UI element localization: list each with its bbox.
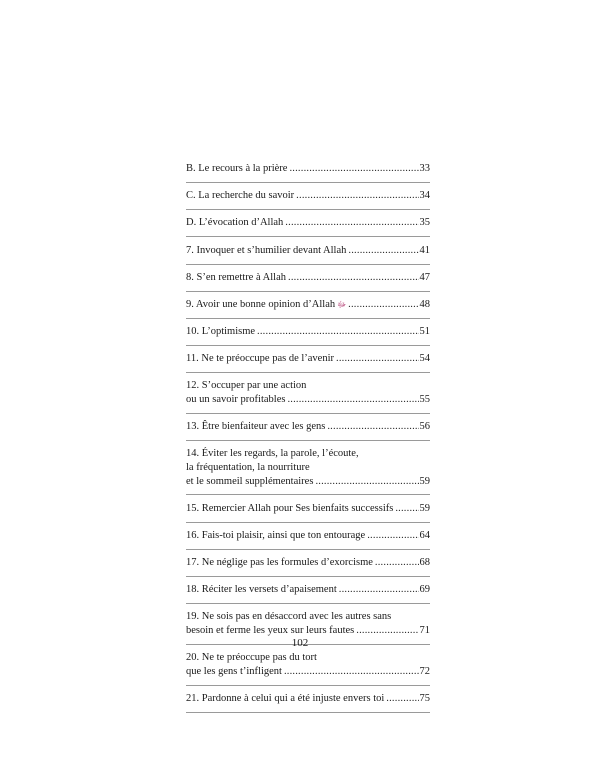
divider <box>186 440 430 441</box>
dot-leader <box>348 244 418 258</box>
divider <box>186 494 430 495</box>
toc-entry <box>186 325 430 339</box>
toc-entry-row <box>186 529 430 543</box>
toc-entry-row <box>186 162 430 176</box>
divider <box>186 236 430 237</box>
toc-entry-title: C. La recherche du savoir <box>186 190 295 202</box>
toc-entry-page: 71 <box>419 624 430 636</box>
toc-entry-page: 47 <box>419 271 430 283</box>
dot-leader <box>327 420 418 434</box>
divider <box>186 603 430 604</box>
divider <box>186 576 430 577</box>
dot-leader <box>296 189 418 203</box>
toc-entry-title: 10. L’optimisme <box>186 326 256 338</box>
toc-entry-title: 11. Ne te préoccupe pas de l’avenir <box>186 353 334 365</box>
toc-entry-row <box>186 502 430 516</box>
dot-leader <box>288 271 418 285</box>
dot-leader <box>257 325 418 339</box>
toc-entry-row <box>186 298 430 312</box>
toc-entry <box>186 556 430 570</box>
toc-entry <box>186 447 430 488</box>
toc-entry-line: 12. S’occuper par une action <box>186 380 307 392</box>
divider <box>186 372 430 373</box>
toc-entry <box>186 420 430 434</box>
dot-leader <box>336 352 419 366</box>
toc-entry-row <box>186 475 430 489</box>
toc-entry-page: 75 <box>419 692 430 704</box>
divider <box>186 209 430 210</box>
toc-entry-title: 15. Remercier Allah pour Ses bienfaits successifs <box>186 502 394 514</box>
toc-entry-line: la fréquentation, la nourriture <box>186 461 310 473</box>
toc-entry-line: 20. Ne te préoccupe pas du tort <box>186 652 317 664</box>
dot-leader <box>287 393 418 407</box>
toc-entry <box>186 379 430 406</box>
toc-entry-line: 19. Ne sois pas en désaccord avec les autres sans <box>186 611 392 623</box>
toc-entry-row <box>186 665 430 679</box>
toc-entry <box>186 189 430 203</box>
toc-entry-row <box>186 420 430 434</box>
page-number: 102 <box>291 637 309 649</box>
toc-entry-title: 21. Pardonne à celui qui a été injuste envers toi <box>186 692 385 704</box>
dot-leader <box>375 556 419 570</box>
toc-entry-row <box>186 692 430 706</box>
toc-entry-page: 41 <box>419 244 430 256</box>
toc-entry-title: et le sommeil supplémentaires <box>186 475 314 487</box>
toc-entry <box>186 162 430 176</box>
toc-entry-page: 69 <box>419 584 430 596</box>
toc-entry-page: 59 <box>419 475 430 487</box>
divider <box>186 549 430 550</box>
toc-entry-row <box>186 271 430 285</box>
table-of-contents <box>186 162 430 719</box>
toc-entry-title: 13. Être bienfaiteur avec les gens <box>186 421 326 433</box>
toc-entry <box>186 298 430 312</box>
toc-entry <box>186 651 430 678</box>
toc-entry-row <box>186 393 430 407</box>
toc-entry-title: que les gens t’infligent <box>186 665 282 677</box>
toc-entry-title: 7. Invoquer et s’humilier devant Allah <box>186 244 347 256</box>
toc-entry-page: 34 <box>419 190 430 202</box>
dot-leader <box>284 665 419 679</box>
toc-entry-line: 14. Éviter les regards, la parole, l’écoute, <box>186 448 359 460</box>
toc-entry-title: ou un savoir profitables <box>186 393 286 405</box>
toc-entry <box>186 529 430 543</box>
toc-entry-page: 48 <box>419 298 430 310</box>
toc-entry-row <box>186 325 430 339</box>
divider <box>186 522 430 523</box>
toc-entry <box>186 583 430 597</box>
toc-entry-row <box>186 244 430 258</box>
toc-entry <box>186 502 430 516</box>
dot-leader <box>395 502 418 516</box>
dot-leader <box>348 298 418 312</box>
toc-entry-page: 64 <box>419 529 430 541</box>
toc-entry-page: 35 <box>419 217 430 229</box>
dot-leader <box>339 583 419 597</box>
toc-entry-page: 56 <box>419 421 430 433</box>
toc-entry-title: besoin et ferme les yeux sur leurs fautes <box>186 624 355 636</box>
divider <box>186 413 430 414</box>
divider <box>186 182 430 183</box>
toc-entry-page: 33 <box>419 163 430 174</box>
toc-entry-title: 16. Fais-toi plaisir, ainsi que ton entourage <box>186 529 366 541</box>
toc-entry-title: 17. Ne néglige pas les formules d’exorcisme <box>186 557 373 569</box>
toc-entry <box>186 244 430 258</box>
dot-leader <box>289 162 418 176</box>
divider <box>186 291 430 292</box>
toc-entry-row <box>186 624 430 638</box>
dot-leader <box>285 216 418 230</box>
dot-leader <box>315 475 418 489</box>
divider <box>186 264 430 265</box>
toc-entry <box>186 352 430 366</box>
toc-entry-row <box>186 352 430 366</box>
toc-entry-title: D. L’évocation d’Allah <box>186 217 284 229</box>
dot-leader <box>356 624 418 638</box>
toc-entry-title: 8. S’en remettre à Allah <box>186 271 287 283</box>
toc-entry-page: 55 <box>419 393 430 405</box>
toc-entry-row <box>186 189 430 203</box>
toc-entry <box>186 610 430 637</box>
divider <box>186 345 430 346</box>
toc-entry-title: B. Le recours à la prière <box>186 163 288 174</box>
toc-entry-page: 51 <box>419 326 430 338</box>
divider <box>186 685 430 686</box>
honorific-glyph: ﷻ <box>337 299 347 309</box>
toc-entry-title: 18. Réciter les versets d’apaisement <box>186 584 337 596</box>
toc-entry-row <box>186 216 430 230</box>
toc-entry-row <box>186 556 430 570</box>
toc-entry-title: 9. Avoir une bonne opinion d’Allah <box>186 298 336 310</box>
toc-entry-page: 72 <box>419 665 430 677</box>
toc-entry <box>186 271 430 285</box>
toc-entry-row <box>186 583 430 597</box>
toc-entry <box>186 216 430 230</box>
dot-leader <box>386 692 418 706</box>
divider <box>186 712 430 713</box>
dot-leader <box>367 529 418 543</box>
toc-entry-page: 54 <box>419 353 430 365</box>
toc-entry-page: 59 <box>419 502 430 514</box>
toc-entry-page: 68 <box>419 557 430 569</box>
toc-entry <box>186 692 430 706</box>
divider <box>186 318 430 319</box>
